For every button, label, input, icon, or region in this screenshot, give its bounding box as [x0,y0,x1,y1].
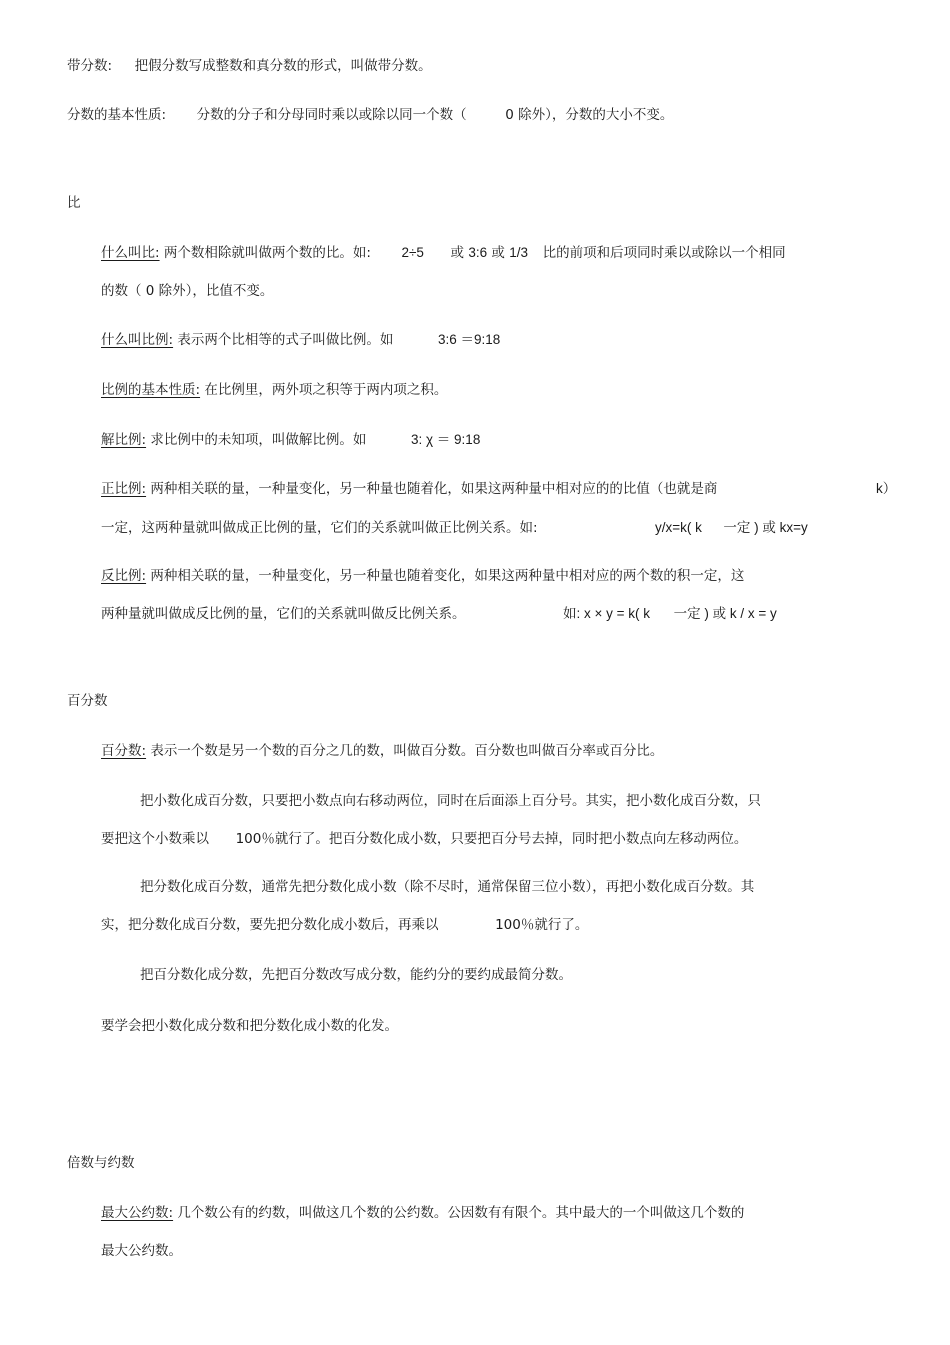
direct-proportion-formula-a: y/x=k( k [655,520,702,535]
ratio-or-2: 或 [491,245,505,261]
fraction-basic-property-line [67,106,673,124]
direct-proportion-line-2: 一定，这两种量就叫做成正比例的量，它们的关系就叫做正比例关系。如: [101,520,538,536]
mixed-number-definition: 把假分数写成整数和真分数的形式，叫做带分数。 [134,58,432,74]
percent-paragraph-4: 要学会把小数化成分数和把分数化成小数的化发。 [101,1018,398,1034]
mixed-number-line [67,57,432,75]
gcd-definition-line [101,1204,744,1222]
proportion-basic-property-text: 在比例里，两外项之积等于两内项之积。 [204,382,448,398]
section-heading-multiples: 倍数与约数 [67,1155,135,1171]
ratio-definition-text: 两个数相除就叫做两个数的比。如: [163,245,371,261]
gcd-definition-line-2: 最大公约数。 [101,1243,182,1259]
solve-proportion-example: 3: χ ＝ 9:18 [410,432,481,447]
percent-paragraph-1-line-2-a: 要把这个小数乘以 [101,831,209,847]
gcd-definition-text: 几个数公有的约数，叫做这几个数的公约数。公因数有有限个。其中最大的一个叫做这几个数的 [177,1205,745,1221]
inverse-proportion-formula [563,605,777,623]
percent-paragraph-2-line-2 [101,916,588,934]
percent-paragraph-2-line-2-a: 实，把分数化成百分数，要先把分数化成小数后，再乘以 [101,917,439,933]
gcd-term: 最大公约数: [101,1205,174,1221]
mixed-number-term: 带分数: [67,58,113,74]
percent-paragraph-1-line-2-b: 100％就行了。把百分数化成小数，只要把百分号去掉，同时把小数点向左移动两位。 [235,831,748,847]
percent-term: 百分数: [101,743,147,759]
percent-definition-line [101,742,663,760]
direct-proportion-text: 两种相关联的量，一种量变化，另一种量也随着化，如果这两种量中相对应的的比值（也就是商 [150,481,718,497]
inverse-proportion-formula-b: 一定 ) 或 k / x = y [673,606,777,621]
percent-paragraph-2-line-2-b: 100％就行了。 [495,917,589,933]
proportion-basic-property-line [101,381,447,399]
direct-proportion-line [101,480,717,498]
percent-definition-text: 表示一个数是另一个数的百分之几的数，叫做百分数。百分数也叫做百分率或百分比。 [150,743,664,759]
ratio-example-3: 1/3 [509,245,528,260]
percent-paragraph-1-line-1: 把小数化成百分数，只要把小数点向右移动两位，同时在后面添上百分号。其实，把小数化成百分数，只 [140,793,761,809]
section-heading-percent: 百分数 [67,693,108,709]
percent-paragraph-1-line-2 [101,830,747,848]
proportion-example: 3:6 ＝9:18 [437,332,501,347]
ratio-definition-text-2: 比的前项和后项同时乘以或除以一个相同 [542,245,786,261]
inverse-proportion-term: 反比例: [101,568,147,584]
fraction-basic-property-text-end: 0 除外），分数的大小不变。 [505,107,674,123]
ratio-example-1: 2÷5 [401,245,424,260]
ratio-definition-line-2: 的数（ 0 除外），比值不变。 [101,283,274,299]
solve-proportion-term: 解比例: [101,432,147,448]
proportion-definition-line [101,331,500,349]
ratio-or-1: 或 [450,245,465,261]
direct-proportion-formula-b: 一定 ) 或 kx=y [723,520,808,535]
inverse-proportion-line-2: 两种量就叫做成反比例的量，它们的关系就叫做反比例关系。 [101,606,466,622]
proportion-basic-property-term: 比例的基本性质: [101,382,201,398]
fraction-basic-property-term: 分数的基本性质: [67,107,167,123]
fraction-basic-property-text: 分数的分子和分母同时乘以或除以同一个数（ [196,107,467,123]
ratio-example-2: 3:6 [468,245,488,260]
solve-proportion-text: 求比例中的未知项，叫做解比例。如 [150,432,367,448]
inverse-proportion-line [101,567,744,585]
percent-paragraph-2-line-1: 把分数化成百分数，通常先把分数化成小数（除不尽时，通常保留三位小数），再把小数化成百分数。其 [140,879,755,895]
ratio-definition-line [101,244,786,262]
direct-proportion-k: k） [876,481,897,496]
inverse-proportion-text: 两种相关联的量，一种量变化，另一种量也随着变化，如果这两种量中相对应的两个数的积一定，这 [150,568,745,584]
inverse-proportion-formula-a: x × y = k( k [584,606,651,621]
proportion-term: 什么叫比例: [101,332,174,348]
inverse-proportion-example-label: 如: [563,606,581,621]
solve-proportion-line [101,431,480,449]
proportion-definition-text: 表示两个比相等的式子叫做比例。如 [177,332,394,348]
direct-proportion-formula [655,519,808,537]
section-heading-ratio: 比 [67,195,81,211]
ratio-term: 什么叫比: [101,245,160,261]
percent-paragraph-3: 把百分数化成分数，先把百分数改写成分数，能约分的要约成最简分数。 [140,967,572,983]
direct-proportion-term: 正比例: [101,481,147,497]
